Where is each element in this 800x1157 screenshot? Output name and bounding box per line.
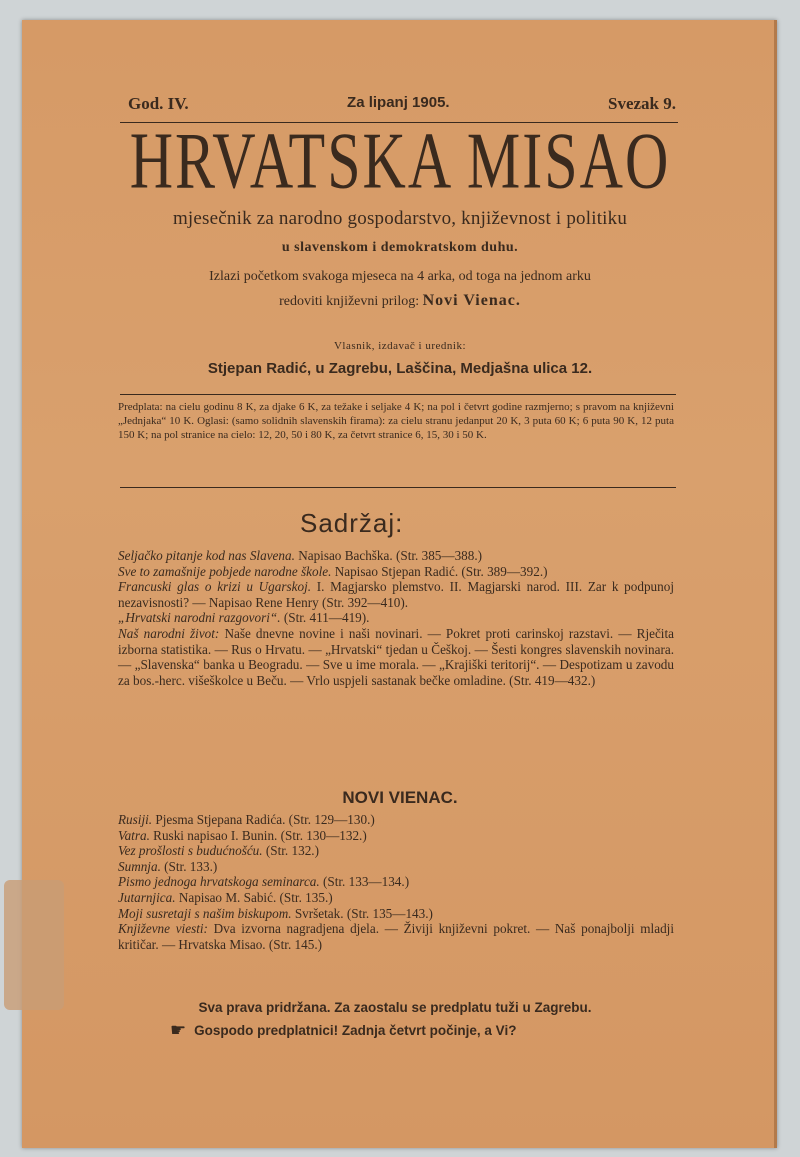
list-item: Rusiji. Pjesma Stjepana Radića. (Str. 129—130.) <box>118 812 375 827</box>
list-item: Francuski glas o krizi u Ugarskoj. I. Magjarsko plemstvo. II. Magjarski narod. III. Zar k podpunoj nezavisnosti? — Napisao Rene Henry (Str. 392—410). <box>118 579 674 610</box>
contents-list <box>118 548 674 688</box>
list-item: Pismo jednoga hrvatskoga seminarca. (Str. 133—134.) <box>118 874 410 890</box>
rights-notice: Sva prava pridržana. Za zaostalu se predplatu tuži u Zagrebu. <box>198 1000 592 1015</box>
publication-info: Izlazi početkom svakoga mjeseca na 4 arka, od toga na jednom arku <box>209 269 591 284</box>
list-item: Sumnja. (Str. 133.) <box>118 858 218 874</box>
list-item: Jutarnjica. Napisao M. Sabić. (Str. 135.) <box>118 889 333 905</box>
year-label: God. IV. <box>128 94 189 113</box>
list-item: Književne viesti: Dva izvorna nagradjena djela. — Živiji književni pokret. — Naš ponajbolji mladji kritičar. — Hrvatska Misao. (Str. 145.) <box>118 921 674 952</box>
list-item: Moji susretaji s našim biskupom. Svršetak. (Str. 135—143.) <box>118 905 433 921</box>
subtitle: mjesečnik za narodno gospodarstvo, književnost i politiku <box>172 208 628 229</box>
prices-text: Predplata: na cielu godinu 8 K, za djake 6 K, za težake i seljake 4 K; na pol i četvrt godine razmjerno; s pravom na književni „Jednjaka“ 10 K. Oglasi: (samo solidnih slavenskih firama): za cielu stranu jedanput 20 K, 3 puta 60 K; 6 puta 90 K, 12 puta 150 K; na pol stranice na cielo: 12, 20, 50 i 80 K, za četvrt stranice 6, 15, 30 i 50 K. <box>118 401 674 441</box>
subscriber-notice-text: Gospodo predplatnici! Zadnja četvrt počinje, a Vi? <box>194 1023 517 1038</box>
list-item: Vatra. Ruski napisao I. Bunin. (Str. 130—132.) <box>118 827 367 843</box>
supplement-info <box>60 292 740 310</box>
list-item: Vez prošlosti s budućnošću. (Str. 132.) <box>118 843 319 859</box>
list-item: „Hrvatski narodni razgovori“. (Str. 411—419). <box>118 610 370 626</box>
month-label: Za lipanj 1905. <box>347 94 450 111</box>
supplement-title: NOVI VIENAC. <box>342 788 458 807</box>
owner-address: Stjepan Radić, u Zagrebu, Laščina, Medjašna ulica 12. <box>207 360 593 377</box>
contents-title: Sadržaj: <box>300 508 404 538</box>
list-item: Seljačko pitanje kod nas Slavena. Napisao Bachška. (Str. 385—388.) <box>118 548 483 563</box>
subtitle-spirit: u slavenskom i demokratskom duhu. <box>281 240 519 255</box>
list-item: Sve to zamašnije pobjede narodne škole. Napisao Stjepan Radić. (Str. 389—392.) <box>118 563 548 579</box>
supplement-prefix: redoviti književni prilog: <box>279 294 420 309</box>
issue-label: Svezak 9. <box>608 94 676 113</box>
prices-bottom-rule <box>120 487 676 488</box>
prices-top-rule <box>120 394 676 395</box>
list-item: Naš narodni život: Naše dnevne novine i naši novinari. — Pokret proti carinskoj razstavi. — Rječita izborna statistika. — Rus o Hrvatu. — „Hrvatski“ tjedan u Češkoj. — Šesti kongres slavenskih novinara. — „Slavenska“ banka u Beogradu. — Sve u ime morala. — „Krajiški teritorij“. — Despotizam u zavodu za bos.-herc. višeškolce u Beču. — Vrlo uspjeli sastanak bečke omladine. (Str. 419—432.) <box>118 625 674 688</box>
owner-label: Vlasnik, izdavač i urednik: <box>333 340 467 352</box>
issue-header <box>128 94 676 114</box>
pointing-hand-icon: ☛ <box>170 1020 187 1041</box>
supplement-name: Novi Vienac. <box>422 292 521 309</box>
subscriber-notice <box>170 1020 516 1041</box>
magazine-title: HRVATSKA MISAO <box>129 115 671 206</box>
supplement-list <box>118 812 674 952</box>
paper-stain <box>4 880 64 1010</box>
